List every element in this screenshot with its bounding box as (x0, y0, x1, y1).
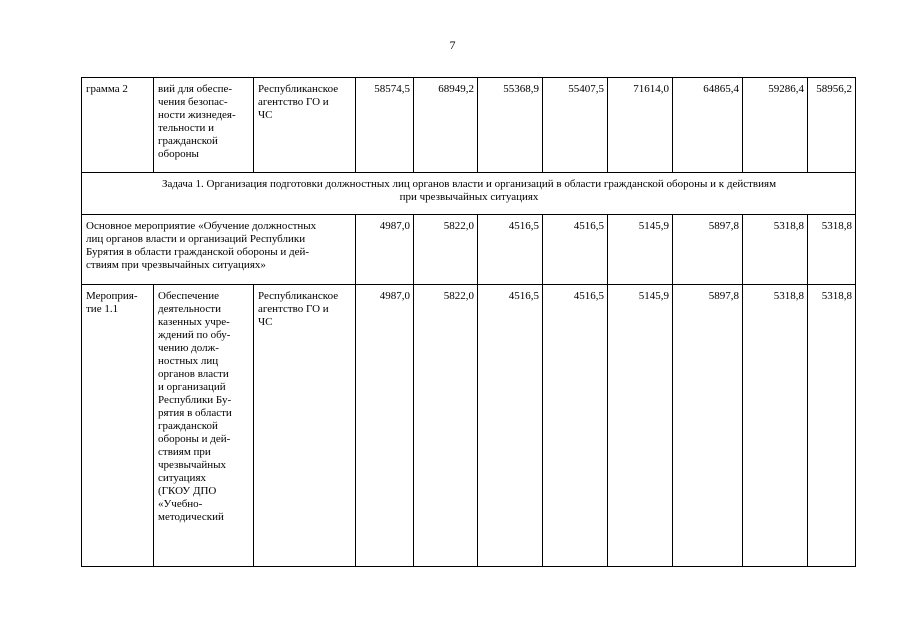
value-cell: 5318,8 (808, 285, 856, 567)
main-activity-cell: Основное мероприятие «Обучение должностных лиц органов власти и организаций Республики Бурятия в области гражданской обороны и дей- ствиям при чрезвычайных ситуациях» (82, 215, 356, 285)
activity-name-cell: Обеспечение деятельности казенных учре- ждений по обу- чению долж- ностных лиц органов власти и организаций Республики Бу- рятия в области гражданской обороны и дей- ствиям при чрезвычайных ситуациях (ГКОУ ДПО «Учебно- методический (154, 285, 254, 567)
executor-cell: Республиканское агентство ГО и ЧС (254, 78, 356, 173)
program-name-cell: вий для обеспе- чения безопас- ности жизнедея- тельности и гражданской обороны (154, 78, 254, 173)
value-cell: 55368,9 (478, 78, 543, 173)
value-cell: 5318,8 (808, 215, 856, 285)
value-cell: 58574,5 (356, 78, 414, 173)
program-label-cell: грамма 2 (82, 78, 154, 173)
value-cell: 64865,4 (673, 78, 743, 173)
table-row (82, 215, 856, 285)
value-cell: 4516,5 (478, 285, 543, 567)
value-cell: 5822,0 (414, 215, 478, 285)
activity-label-cell: Мероприя- тие 1.1 (82, 285, 154, 567)
task-heading-cell: Задача 1. Организация подготовки должностных лиц органов власти и организаций в области гражданской обороны и к действиям при чрезвычайных ситуациях (82, 173, 856, 215)
table-row (82, 173, 856, 215)
value-cell: 5318,8 (743, 285, 808, 567)
value-cell: 5822,0 (414, 285, 478, 567)
page-number: 7 (449, 38, 456, 52)
value-cell: 59286,4 (743, 78, 808, 173)
value-cell: 4516,5 (478, 215, 543, 285)
value-cell: 5145,9 (608, 285, 673, 567)
executor-cell: Республиканское агентство ГО и ЧС (254, 285, 356, 567)
value-cell: 71614,0 (608, 78, 673, 173)
value-cell: 5145,9 (608, 215, 673, 285)
value-cell: 4987,0 (356, 285, 414, 567)
value-cell: 5897,8 (673, 215, 743, 285)
value-cell: 5897,8 (673, 285, 743, 567)
table-row (82, 78, 856, 173)
value-cell: 4516,5 (543, 285, 608, 567)
value-cell: 5318,8 (743, 215, 808, 285)
table-row (82, 285, 856, 567)
value-cell: 55407,5 (543, 78, 608, 173)
value-cell: 4516,5 (543, 215, 608, 285)
value-cell: 68949,2 (414, 78, 478, 173)
budget-table (81, 77, 856, 567)
value-cell: 4987,0 (356, 215, 414, 285)
value-cell: 58956,2 (808, 78, 856, 173)
